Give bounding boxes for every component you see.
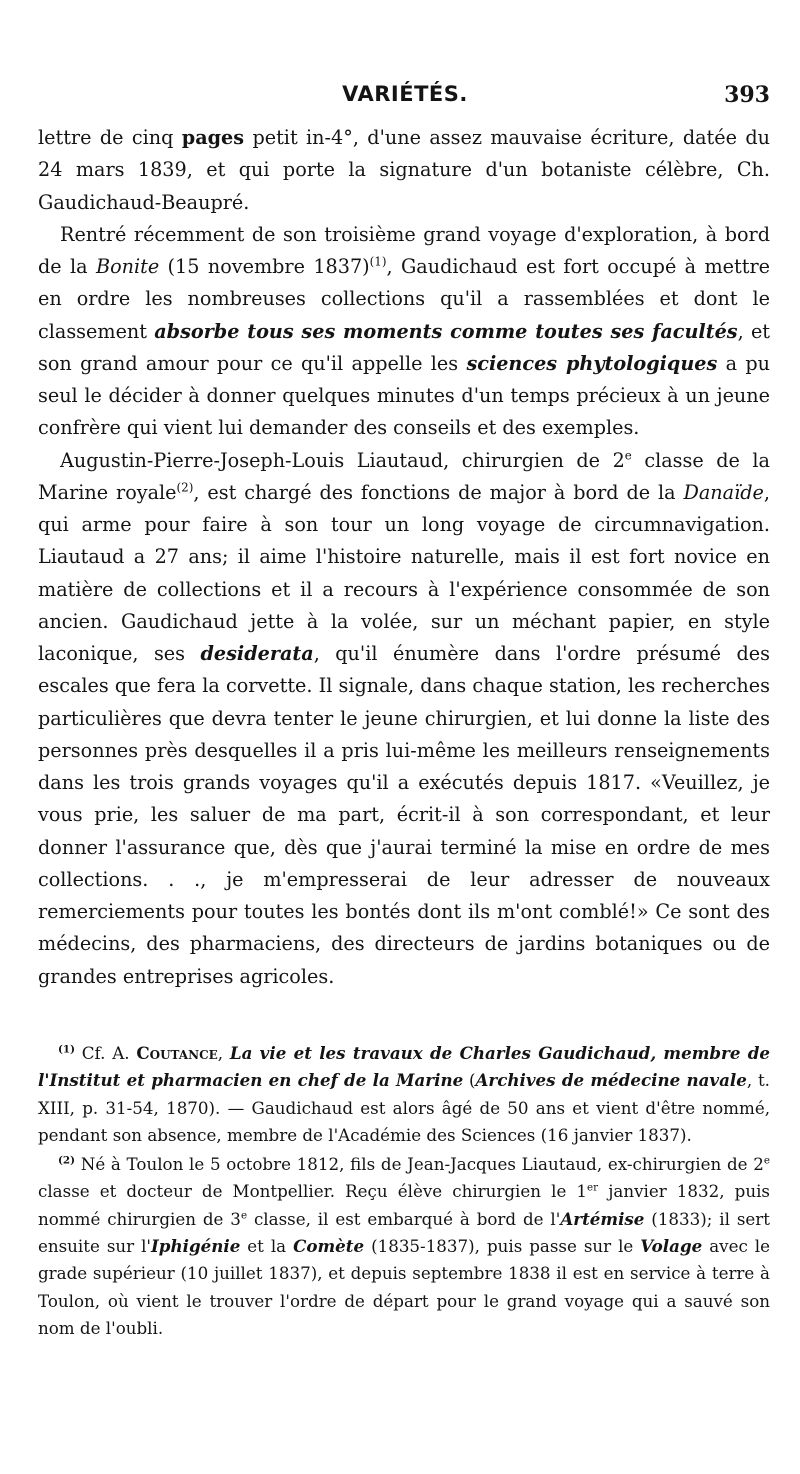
emphasis: desiderata	[200, 642, 314, 665]
page-header	[40, 80, 770, 116]
text-run: (	[463, 1070, 476, 1091]
text-run: , et son grand amour pour ce qu'il appelle les	[38, 319, 771, 375]
text-run: classe, il est embarqué à bord de l'	[247, 1208, 561, 1229]
ship-name: Comète	[293, 1236, 365, 1257]
text-run: classe et docteur de Montpellier. Reçu élève chirurgien le 1	[38, 1181, 588, 1202]
text-run: , qui arme pour faire à son tour un long voyage de circumnavigation. Liautaud a 27 ans; il aime l'histoire naturelle, mais il est fort novice en matière de collections et il a recours à l'expérience consommée de son ancien. Gaudichaud jette à la volée, sur un méchant papier, en style laconique, ses	[38, 480, 770, 665]
running-head: VARIÉTÉS.	[342, 82, 468, 106]
text-run: , Gaudichaud est fort occupé à mettre en ordre les nombreuses collections qu'il a rassemblées et dont le classement	[38, 255, 770, 343]
footnote-1	[38, 1040, 770, 1149]
footnote-ref-1: (1)	[369, 254, 387, 269]
footnote-2	[38, 1151, 770, 1342]
superscript: e	[763, 1154, 770, 1167]
text-run: pages	[181, 126, 245, 149]
emphasis: sciences phytologiques	[466, 351, 718, 375]
author-name: Coutance	[136, 1043, 218, 1063]
footnotes	[38, 1040, 770, 1344]
text-run: Né à Toulon le 5 octobre 1812, fils de Jean-Jacques Liautaud, ex-chirurgien de 2	[75, 1154, 764, 1175]
text-run: ,	[217, 1043, 230, 1063]
ship-name: Volage	[640, 1236, 703, 1257]
superscript: e	[624, 448, 632, 463]
superscript: er	[587, 1181, 599, 1194]
text-run: (1833); il sert ensuite sur l'	[38, 1208, 770, 1257]
text-run: avec le grade supérieur (10 juillet 1837), et depuis septembre 1838 il est en service à terre à Toulon, où vient le trouver l'ordre de départ pour le grand voyage qui a sauvé son nom de l'oubli.	[38, 1236, 770, 1338]
ship-name: Bonite	[95, 255, 160, 278]
ship-name: Artémise	[560, 1208, 645, 1229]
text-run: a pu seul le décider à donner quelques minutes d'un temps précieux à un jeune confrère qui vient lui demander des conseils et des exemples.	[38, 351, 771, 440]
text-run: Rentré récemment de son troisième grand voyage d'exploration, à bord de la	[38, 222, 770, 278]
text-run: petit in-4°, d'une assez mauvaise écriture, datée du 24 mars 1839, et qui porte la signature d'un botaniste célèbre, Ch. Gaudichaud-Beaupré.	[38, 126, 770, 214]
text-run: classe de la Marine royale	[38, 448, 770, 504]
footnote-ref-2: (2)	[176, 480, 194, 495]
paragraph-2	[38, 219, 770, 445]
text-run: (15 novembre 1837)	[159, 255, 370, 278]
book-title: La vie et les travaux de Charles Gaudichaud, membre de l'Institut et pharmacien en chef de la Marine	[38, 1043, 770, 1091]
text-run: Cf. A.	[75, 1043, 137, 1063]
paragraph-3	[38, 445, 770, 993]
emphasis: absorbe tous ses moments comme toutes ses facultés	[154, 319, 738, 343]
text-run: janvier 1832, puis nommé chirurgien de 3	[38, 1181, 770, 1229]
superscript: e	[240, 1209, 248, 1222]
text-run: , t. XIII, p. 31-54, 1870). — Gaudichaud est alors âgé de 50 ans et vient d'être nommé, pendant son absence, membre de l'Académie des Sciences (16 janvier 1837).	[38, 1070, 770, 1145]
ship-name: Iphigénie	[151, 1236, 241, 1257]
footnote-marker: (1)	[58, 1043, 75, 1056]
text-run: lettre de cinq	[38, 126, 182, 149]
text-run: (1835-1837), puis passe sur le	[364, 1236, 641, 1257]
page-number: 393	[724, 82, 770, 108]
paragraph-1	[38, 122, 770, 219]
journal-title: Archives de médecine navale	[475, 1070, 747, 1091]
text-run: et la	[240, 1236, 294, 1257]
footnote-marker: (2)	[58, 1154, 75, 1167]
main-text	[38, 122, 770, 993]
text-run: , qu'il énumère dans l'ordre présumé des escales que fera la corvette. Il signale, dans chaque station, les recherches particulières que devra tenter le jeune chirurgien, et lui donne la liste des personnes près desquelles il a pris lui-même les meilleurs renseignements dans les trois grands voyages qu'il a exécutés depuis 1817. «Veuillez, je vous prie, les saluer de ma part, écrit-il à son correspondant, et leur donner l'assurance que, dès que j'aurai terminé la mise en ordre de mes collections. . ., je m'empresserai de leur adresser de nouveaux remerciements pour toutes les bontés dont ils m'ont comblé!» Ce sont des médecins, des pharmaciens, des directeurs de jardins botaniques ou de grandes entreprises agricoles.	[38, 642, 770, 988]
text-run: , est chargé des fonctions de major à bord de la	[193, 480, 684, 504]
text-run: Augustin-Pierre-Joseph-Louis Liautaud, chirurgien de 2	[60, 448, 625, 472]
ship-name: Danaïde	[683, 480, 764, 504]
